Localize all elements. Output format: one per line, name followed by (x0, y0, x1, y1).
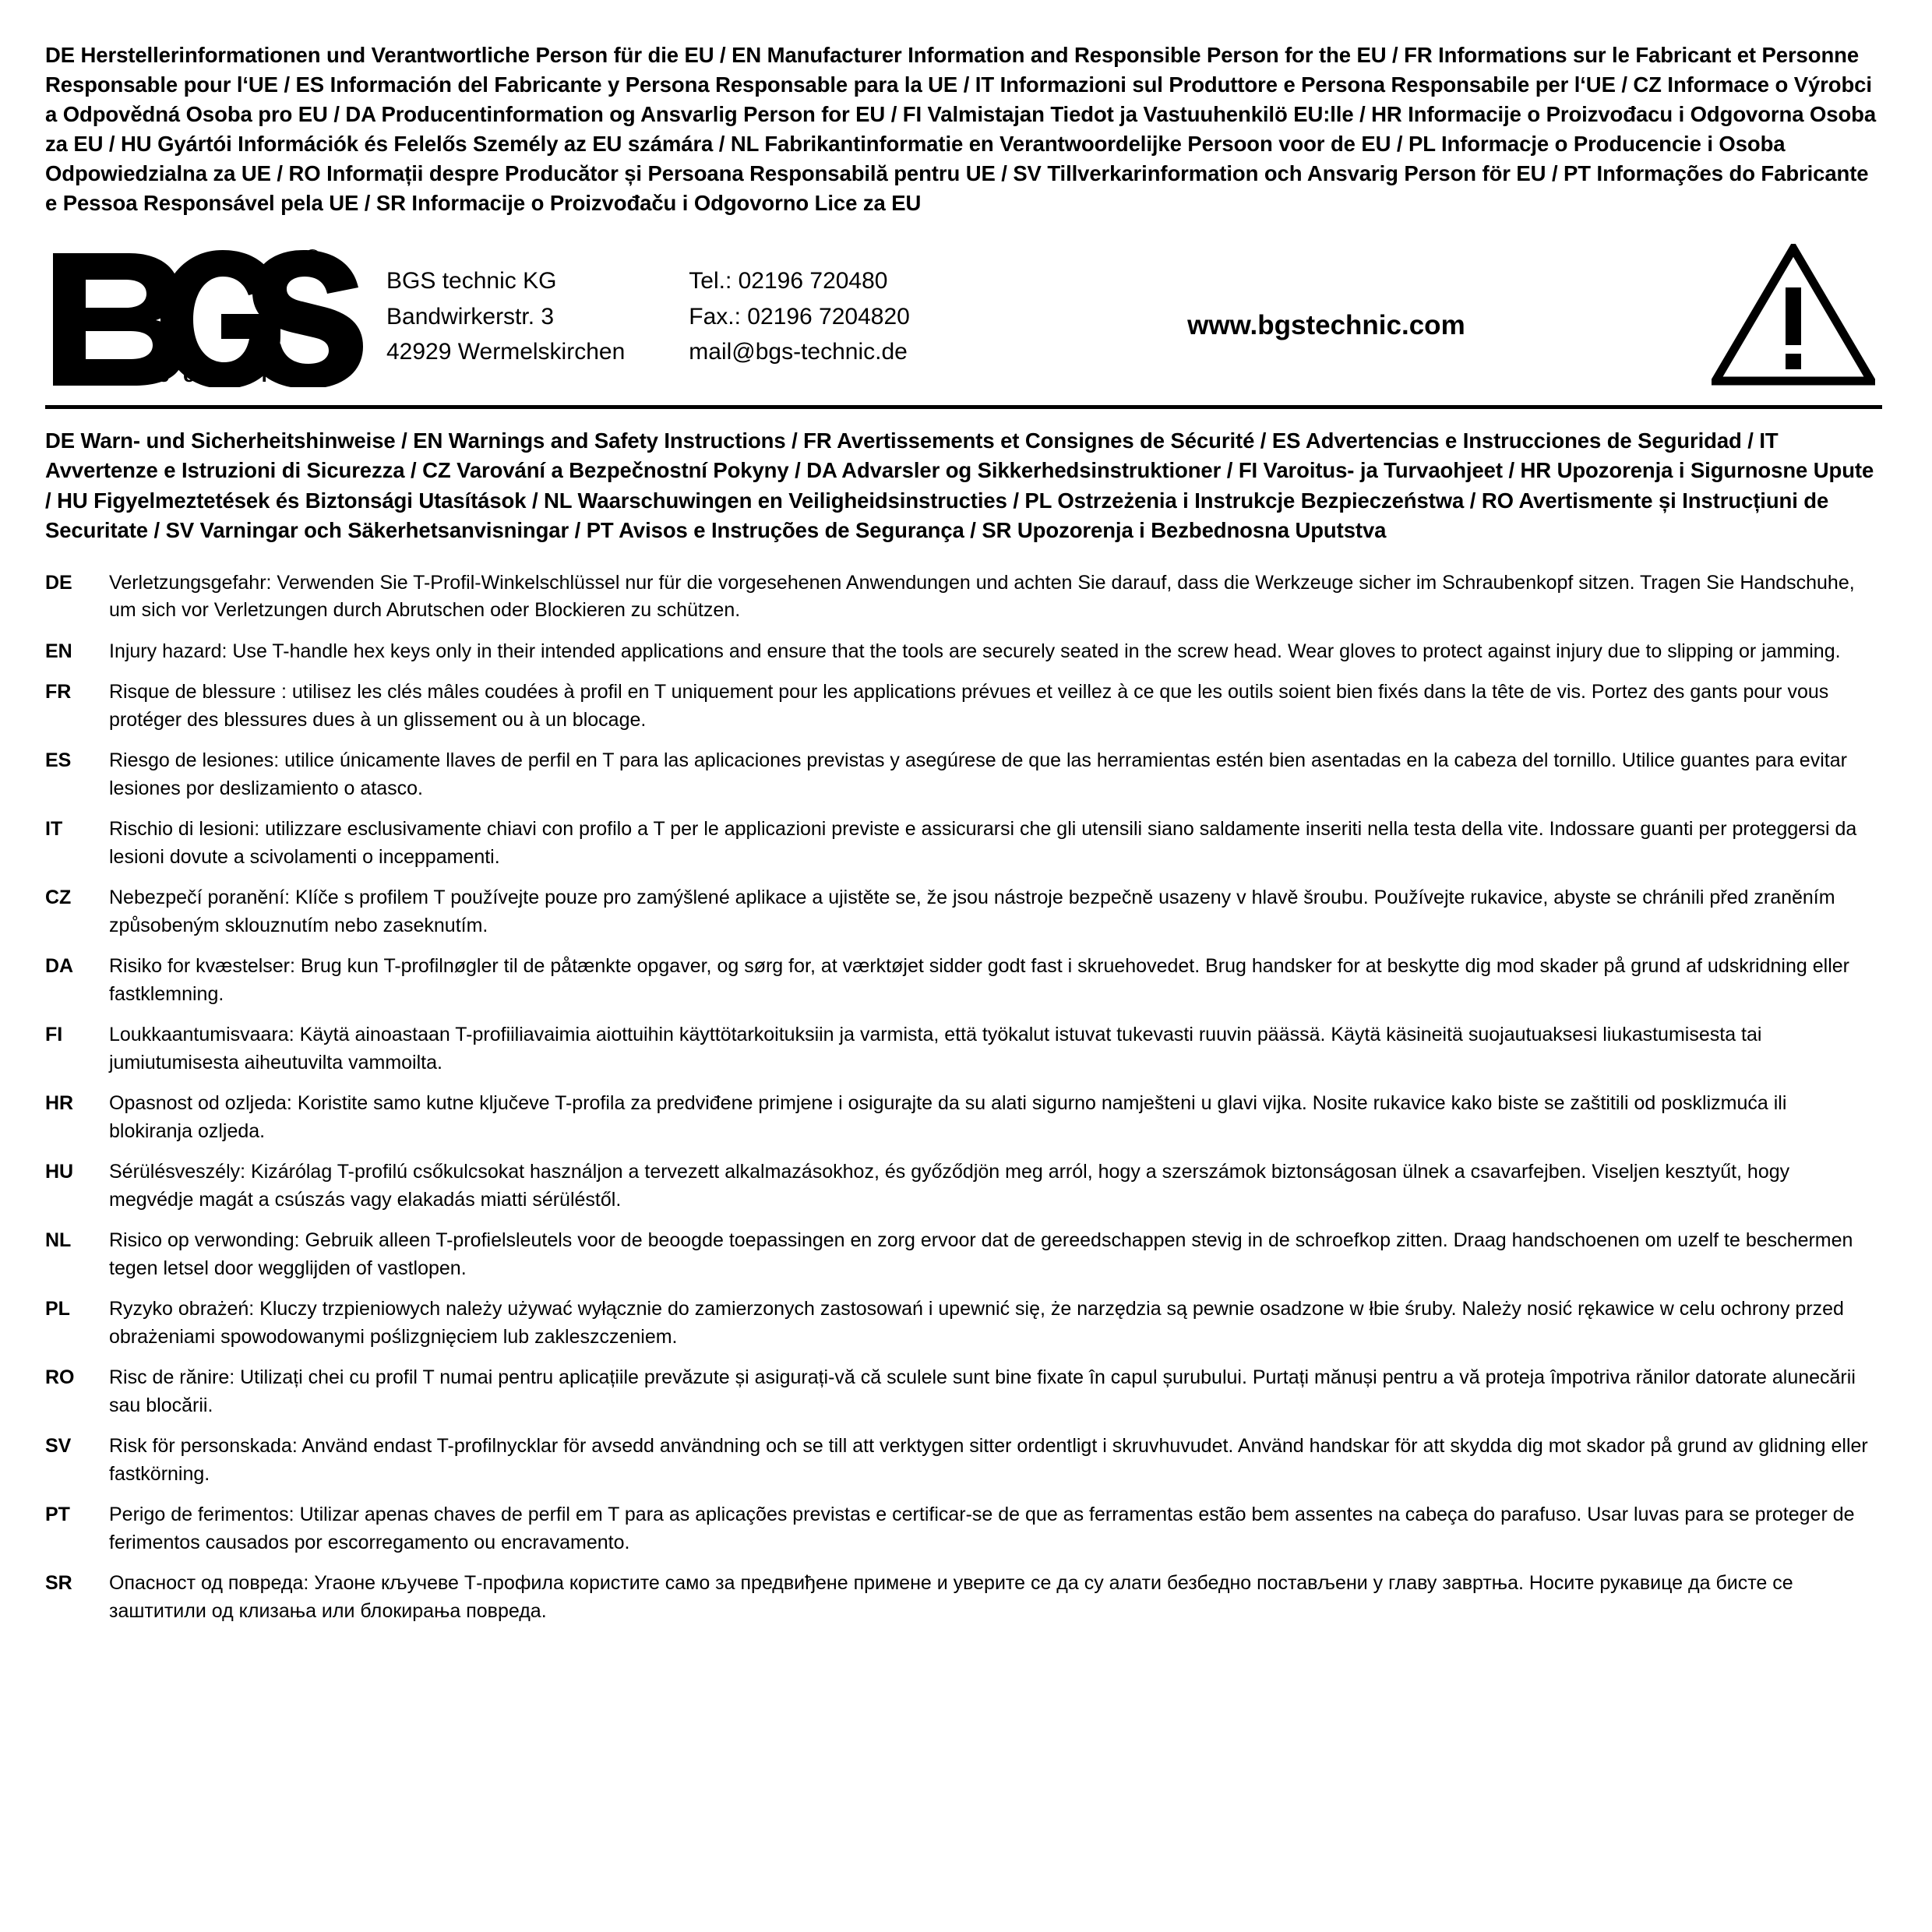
language-code: HR (45, 1092, 74, 1115)
company-email: mail@bgs-technic.de (689, 339, 908, 365)
instruction-text: Sérülésveszély: Kizárólag T-profilú csőkulcsokat használjon a tervezett alkalmazásokhoz, és győződjön meg arról, hogy a szerszámok biztonságosan ülnek a csavarfejben. Viseljen kesztyűt, hogy megvédje magát a csúszás vagy elakadás miatti sérüléstől. (109, 1161, 1790, 1211)
instruction-text: Risk för personskada: Använd endast T-profilnycklar för avsedd användning och se till att verktygen sitter ordentligt i skruvhuvudet. Använd handskar för att skydda dig mot skador på grund av glidning eller fastkörning. (109, 1435, 1868, 1485)
language-code: EN (45, 640, 72, 662)
list-item (45, 638, 1881, 666)
list-item (45, 1501, 1881, 1557)
language-code: ES (45, 749, 72, 772)
svg-text:®: ® (304, 245, 322, 271)
company-name: BGS technic KG (386, 268, 557, 294)
language-code: IT (45, 818, 63, 841)
instruction-text: Ryzyko obrażeń: Kluczy trzpieniowych należy używać wyłącznie do zamierzonych zastosowań i upewnić się, że narzędzia są pewnie osadzone w łbie śruby. Należy nosić rękawice w celu ochrony przed obrażeniami spowodowanymi poślizgnięciem lub zakleszczeniem. (109, 1298, 1844, 1348)
instruction-text: Rischio di lesioni: utilizzare esclusivamente chiavi con profilo a T per le applicazioni previste e assicurarsi che gli utensili siano saldamente inseriti nella testa della vite. Indossare guanti per proteggersi da lesioni dovute a scivolamenti o inceppamenti. (109, 818, 1857, 868)
list-item (45, 1433, 1881, 1488)
language-code: PT (45, 1504, 70, 1526)
instruction-text: Injury hazard: Use T-handle hex keys only in their intended applications and ensure that the tools are securely seated in the screw head. Wear gloves to protect against injury due to slipping or jamming. (109, 640, 1841, 662)
list-item (45, 1364, 1881, 1419)
instruction-text: Risico op verwonding: Gebruik alleen T-profielsleutels voor de beoogde toepassingen en zorg ervoor dat de gereedschappen stevig in de schroefkop zitten. Draag handschoenen om uzelf te beschermen tegen letsel door wegglijden of vastlopen. (109, 1229, 1853, 1279)
list-item (45, 1570, 1881, 1625)
language-code: SR (45, 1572, 72, 1595)
list-item (45, 679, 1881, 734)
list-item (45, 884, 1881, 940)
list-item (45, 569, 1881, 625)
language-code: RO (45, 1366, 75, 1389)
list-item (45, 816, 1881, 871)
instruction-text: Riesgo de lesiones: utilice únicamente llaves de perfil en T para las aplicaciones previstas y asegúrese de que las herramientas estén bien asentadas en la cabeza del tornillo. Utilice guantes para evitar lesiones por deslizamiento o atasco. (109, 749, 1847, 799)
company-contact (625, 263, 910, 370)
instruction-text: Perigo de ferimentos: Utilizar apenas chaves de perfil em T para as aplicações previstas e certificar-se de que as ferramentas estão bem assentes na cabeça do parafuso. Usar luvas para se proteger de ferimentos causados por escorregamento ou encravamento. (109, 1504, 1855, 1553)
header-divider (45, 405, 1882, 409)
language-code: FI (45, 1024, 63, 1046)
warning-triangle-svg (1712, 244, 1875, 386)
instruction-text: Verletzungsgefahr: Verwenden Sie T-Profil-Winkelschlüssel nur für die vorgesehenen Anwendungen und achten Sie darauf, dass die Werkzeuge sicher im Schraubenkopf sitzen. Tragen Sie Handschuhe, um sich vor Verletzungen durch Abrutschen oder Blockieren zu schützen. (109, 571, 1855, 622)
list-item (45, 1090, 1881, 1145)
instruction-text: Опасност од повреда: Угаоне кључеве Т-профила користите само за предвиђене примене и уверите се да су алати безбедно постављени у главу завртња. Носите рукавице да бисте се заштитили од клизања или блокирања повреда. (109, 1572, 1793, 1622)
company-address (380, 263, 625, 370)
bgs-logo (45, 239, 380, 395)
warning-triangle-icon (1712, 244, 1882, 390)
language-code: DA (45, 955, 74, 978)
bgs-logo-technic-text: t e c h n i c (137, 362, 297, 386)
instruction-text: Risc de rănire: Utilizați chei cu profil T numai pentru aplicațiile prevăzute și asigurați-vă că sculele sunt bine fixate în capul șurubului. Purtați mănuși pentru a vă proteja împotriva rănilor datorate alunecării sau blocării. (109, 1366, 1856, 1416)
manufacturer-info-heading: DE Herstellerinformationen und Verantwortliche Person für die EU / EN Manufacturer Information and Responsible Person for the EU / FR Informations sur le Fabricant et Personne Responsable pour l‘UE / ES Información del Fabricante y Persona Responsable para la UE / IT Informazioni sul Produttore e Persona Responsabile per l‘UE / CZ Informace o Výrobci a Odpovědná Osoba pro EU / DA Producentinformation og Ansvarlig Person for EU / FI Valmistajan Tiedot ja Vastuuhenkilö EU:lle / HR Informacije o Proizvođacu i Odgovorna Osoba za EU / HU Gyártói Információk és Felelős Személy az EU számára / NL Fabrikantinformatie en Verantwoordelijke Persoon voor de EU / PL Informacje o Producencie i Osoba Odpowiedzialna za UE / RO Informații despre Producător și Persoana Responsabilă pentru UE / SV Tillverkarinformation och Ansvarig Person för EU / PT Informações do Fabricante e Pessoa Responsável pela UE / SR Informacije o Proizvođaču i Odgovorno Lice za EU (45, 43, 1877, 215)
instruction-text: Nebezpečí poranění: Klíče s profilem T používejte pouze pro zamýšlené aplikace a ujistěte se, že jsou nástroje bezpečně usazeny v hlavě šroubu. Používejte rukavice, abyste se chránili před zraněním způsobeným sklouznutím nebo zaseknutím. (109, 887, 1835, 936)
company-website: www.bgstechnic.com (1187, 309, 1465, 340)
safety-instructions-heading: DE Warn- und Sicherheitshinweise / EN Warnings and Safety Instructions / FR Avertissements et Consignes de Sécurité / ES Advertencias e Instrucciones de Seguridad / IT Avvertenze e Istruzioni di Sicurezza / CZ Varování a Bezpečnostní Pokyny / DA Advarsler og Sikkerhedsinstruktioner / FI Varoitus- ja Turvaohjeet / HR Upozorenja i Sigurnosne Upute / HU Figyelmeztetések és Biztonsági Utasítások / NL Waarschuwingen en Veiligheidsinstructies / PL Ostrzeżenia i Instrukcje Bezpieczeństwa / RO Avertismente și Instrucțiuni de Securitate / SV Varningar och Säkerhetsanvisningar / PT Avisos e Instruções de Segurança / SR Upozorenja i Bezbednosna Uputstva (45, 428, 1874, 543)
company-city: 42929 Wermelskirchen (386, 339, 626, 365)
company-header (41, 235, 1885, 399)
list-item (45, 747, 1881, 802)
company-fax: Fax.: 02196 7204820 (689, 303, 910, 330)
instructions-list (45, 569, 1881, 1626)
language-code: CZ (45, 887, 72, 909)
instruction-text: Opasnost od ozljeda: Koristite samo kutne ključeve T-profila za predviđene primjene i osigurajte da su alati sigurno namješteni u glavi vijka. Nosite rukavice kako biste se zaštitili od posklizmuća ili blokiranja ozljeda. (109, 1092, 1787, 1142)
list-item (45, 1021, 1881, 1077)
list-item (45, 1296, 1881, 1351)
language-code: FR (45, 681, 72, 703)
list-item (45, 1227, 1881, 1282)
instruction-text: Risque de blessure : utilisez les clés mâles coudées à profil en T uniquement pour les applications prévues et veillez à ce que les outils soient bien fixés dans la tête de vis. Portez des gants pour vous protéger des blessures dues à un glissement ou à un blocage. (109, 681, 1829, 731)
language-code: NL (45, 1229, 72, 1252)
language-code: PL (45, 1298, 70, 1320)
list-item (45, 953, 1881, 1008)
language-code: DE (45, 571, 72, 594)
company-street: Bandwirkerstr. 3 (386, 303, 555, 330)
instruction-text: Loukkaantumisvaara: Käytä ainoastaan T-profiiliavaimia aiottuihin käyttötarkoituksiin ja varmista, että työkalut istuvat tukevasti ruuvin päässä. Käytä käsineitä suojautuaksesi liukastumisesta tai jumiutumisesta aiheutuvilta vammoilta. (109, 1024, 1762, 1074)
list-item (45, 1158, 1881, 1214)
instruction-text: Risiko for kvæstelser: Brug kun T-profilnøgler til de påtænkte opgaver, og sørg for, at værktøjet sidder godt fast i skruehovedet. Brug handsker for at beskytte dig mod skader på grund af udskridning eller fastklemning. (109, 955, 1849, 1005)
company-tel: Tel.: 02196 720480 (689, 268, 888, 294)
language-code: SV (45, 1435, 72, 1458)
bgs-logo-svg (45, 239, 372, 387)
language-code: HU (45, 1161, 74, 1183)
